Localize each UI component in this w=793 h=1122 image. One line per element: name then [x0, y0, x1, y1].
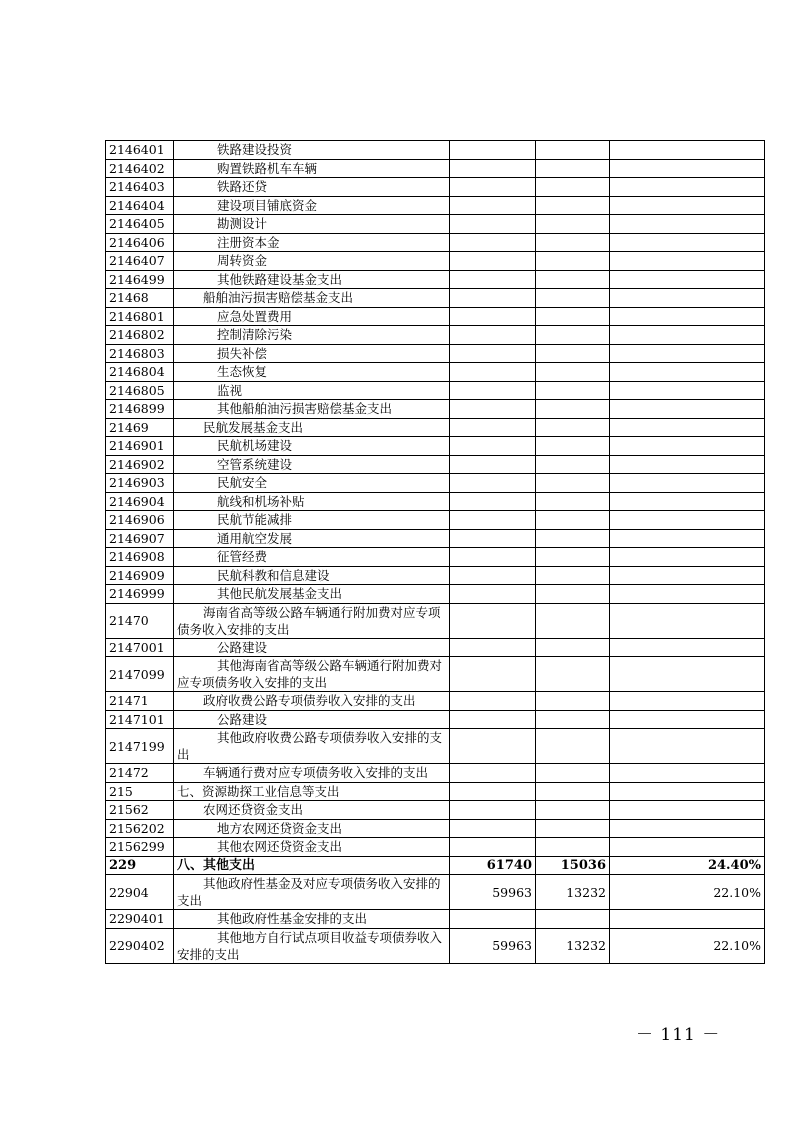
row-value-3	[610, 710, 765, 729]
row-value-2	[536, 474, 610, 493]
table-row	[106, 159, 765, 178]
table-row	[106, 838, 765, 857]
row-value-2	[536, 381, 610, 400]
row-name: 其他海南省高等级公路车辆通行附加费对应专项债务收入安排的支出	[174, 657, 450, 692]
row-value-3	[610, 400, 765, 419]
row-name: 勘测设计	[174, 215, 450, 234]
row-value-2: 13232	[536, 928, 610, 963]
row-code: 2146402	[106, 159, 174, 178]
row-value-1	[450, 437, 536, 456]
row-code: 2147101	[106, 710, 174, 729]
table-row	[106, 819, 765, 838]
row-name: 船舶油污损害赔偿基金支出	[174, 289, 450, 308]
table-row	[106, 233, 765, 252]
row-value-1	[450, 307, 536, 326]
budget-table-body	[106, 141, 765, 964]
row-value-3	[610, 603, 765, 638]
row-value-3	[610, 141, 765, 160]
row-value-1: 61740	[450, 856, 536, 875]
row-value-1	[450, 511, 536, 530]
row-value-3	[610, 326, 765, 345]
row-name: 公路建设	[174, 710, 450, 729]
row-value-3	[610, 511, 765, 530]
table-row	[106, 215, 765, 234]
row-value-3	[610, 585, 765, 604]
row-value-2: 13232	[536, 875, 610, 910]
row-code: 21470	[106, 603, 174, 638]
table-row	[106, 474, 765, 493]
table-row	[106, 326, 765, 345]
table-row	[106, 363, 765, 382]
row-code: 2146909	[106, 566, 174, 585]
row-value-1	[450, 159, 536, 178]
row-name: 征管经费	[174, 548, 450, 567]
row-code: 2147199	[106, 729, 174, 764]
row-value-1	[450, 638, 536, 657]
row-value-3	[610, 270, 765, 289]
row-value-2	[536, 692, 610, 711]
row-code: 215	[106, 782, 174, 801]
row-value-1	[450, 819, 536, 838]
table-row	[106, 928, 765, 963]
row-code: 2146907	[106, 529, 174, 548]
row-code: 21472	[106, 764, 174, 783]
table-row	[106, 692, 765, 711]
row-value-1	[450, 141, 536, 160]
row-value-3	[610, 178, 765, 197]
row-value-1	[450, 585, 536, 604]
row-value-3	[610, 801, 765, 820]
row-value-3	[610, 344, 765, 363]
row-name: 八、其他支出	[174, 856, 450, 875]
table-row	[106, 400, 765, 419]
row-name: 七、资源勘探工业信息等支出	[174, 782, 450, 801]
table-row	[106, 638, 765, 657]
row-value-3	[610, 638, 765, 657]
row-name: 其他政府性基金及对应专项债务收入安排的支出	[174, 875, 450, 910]
table-row	[106, 270, 765, 289]
table-row	[106, 455, 765, 474]
row-value-3	[610, 529, 765, 548]
row-value-2	[536, 270, 610, 289]
row-name: 其他农网还贷资金支出	[174, 838, 450, 857]
row-value-1	[450, 178, 536, 197]
row-code: 2290402	[106, 928, 174, 963]
row-name: 生态恢复	[174, 363, 450, 382]
row-value-2	[536, 326, 610, 345]
row-value-3	[610, 196, 765, 215]
row-code: 2146899	[106, 400, 174, 419]
row-value-3	[610, 381, 765, 400]
row-value-2	[536, 838, 610, 857]
row-name: 民航发展基金支出	[174, 418, 450, 437]
table-row	[106, 910, 765, 929]
row-value-3	[610, 474, 765, 493]
row-code: 2146803	[106, 344, 174, 363]
row-value-1	[450, 657, 536, 692]
row-name: 监视	[174, 381, 450, 400]
row-name: 海南省高等级公路车辆通行附加费对应专项债务收入安排的支出	[174, 603, 450, 638]
row-name: 通用航空发展	[174, 529, 450, 548]
row-value-3	[610, 729, 765, 764]
row-value-2	[536, 233, 610, 252]
row-value-2	[536, 289, 610, 308]
row-name: 农网还贷资金支出	[174, 801, 450, 820]
row-value-2	[536, 252, 610, 271]
table-row	[106, 729, 765, 764]
row-value-2	[536, 782, 610, 801]
row-code: 21562	[106, 801, 174, 820]
table-row	[106, 289, 765, 308]
row-code: 2146499	[106, 270, 174, 289]
row-code: 2146405	[106, 215, 174, 234]
row-value-1	[450, 233, 536, 252]
row-name: 民航安全	[174, 474, 450, 493]
row-code: 21468	[106, 289, 174, 308]
row-value-2	[536, 215, 610, 234]
table-row	[106, 603, 765, 638]
row-code: 2146908	[106, 548, 174, 567]
table-row	[106, 566, 765, 585]
row-code: 2146804	[106, 363, 174, 382]
row-code: 2146404	[106, 196, 174, 215]
table-row	[106, 344, 765, 363]
row-value-1: 59963	[450, 875, 536, 910]
row-value-3	[610, 363, 765, 382]
row-name: 其他地方自行试点项目收益专项债券收入安排的支出	[174, 928, 450, 963]
row-value-3	[610, 307, 765, 326]
row-value-3	[610, 657, 765, 692]
row-code: 2146999	[106, 585, 174, 604]
table-row	[106, 782, 765, 801]
row-code: 2156299	[106, 838, 174, 857]
row-value-1	[450, 270, 536, 289]
row-value-3	[610, 548, 765, 567]
row-name: 车辆通行费对应专项债务收入安排的支出	[174, 764, 450, 783]
row-name: 注册资本金	[174, 233, 450, 252]
row-code: 2290401	[106, 910, 174, 929]
row-value-1	[450, 801, 536, 820]
row-code: 2146407	[106, 252, 174, 271]
row-name: 铁路建设投资	[174, 141, 450, 160]
row-value-2	[536, 566, 610, 585]
row-code: 2146406	[106, 233, 174, 252]
row-value-3	[610, 159, 765, 178]
row-value-3: 24.40%	[610, 856, 765, 875]
row-code: 2146906	[106, 511, 174, 530]
row-value-1	[450, 289, 536, 308]
row-value-3	[610, 233, 765, 252]
row-name: 应急处置费用	[174, 307, 450, 326]
budget-table	[105, 140, 765, 964]
table-row	[106, 307, 765, 326]
row-code: 2147099	[106, 657, 174, 692]
row-value-2	[536, 418, 610, 437]
row-name: 民航科教和信息建设	[174, 566, 450, 585]
row-code: 2146403	[106, 178, 174, 197]
row-code: 2146902	[106, 455, 174, 474]
row-value-1	[450, 252, 536, 271]
table-row	[106, 178, 765, 197]
row-value-3: 22.10%	[610, 928, 765, 963]
row-name: 购置铁路机车车辆	[174, 159, 450, 178]
row-value-1	[450, 603, 536, 638]
table-row	[106, 529, 765, 548]
row-value-1	[450, 474, 536, 493]
row-name: 民航节能减排	[174, 511, 450, 530]
row-value-3	[610, 782, 765, 801]
row-value-1	[450, 838, 536, 857]
row-code: 2147001	[106, 638, 174, 657]
row-value-2	[536, 603, 610, 638]
row-value-2	[536, 400, 610, 419]
table-row	[106, 710, 765, 729]
row-value-1	[450, 910, 536, 929]
row-code: 229	[106, 856, 174, 875]
row-code: 2146903	[106, 474, 174, 493]
row-name: 周转资金	[174, 252, 450, 271]
row-value-2	[536, 437, 610, 456]
row-value-3	[610, 492, 765, 511]
row-value-1	[450, 381, 536, 400]
row-name: 建设项目铺底资金	[174, 196, 450, 215]
row-value-3	[610, 289, 765, 308]
row-code: 2146904	[106, 492, 174, 511]
table-row	[106, 657, 765, 692]
row-value-3: 22.10%	[610, 875, 765, 910]
row-value-3	[610, 455, 765, 474]
row-value-2	[536, 910, 610, 929]
row-value-1	[450, 566, 536, 585]
row-value-2	[536, 363, 610, 382]
row-value-1	[450, 729, 536, 764]
row-value-3	[610, 910, 765, 929]
row-value-1: 59963	[450, 928, 536, 963]
table-row	[106, 492, 765, 511]
row-value-3	[610, 252, 765, 271]
row-name: 其他政府性基金安排的支出	[174, 910, 450, 929]
row-value-2	[536, 710, 610, 729]
row-name: 地方农网还贷资金支出	[174, 819, 450, 838]
row-value-1	[450, 548, 536, 567]
row-name: 其他铁路建设基金支出	[174, 270, 450, 289]
table-row	[106, 418, 765, 437]
row-value-2	[536, 548, 610, 567]
row-value-2	[536, 196, 610, 215]
row-code: 2156202	[106, 819, 174, 838]
table-row	[106, 875, 765, 910]
row-value-2	[536, 492, 610, 511]
row-name: 民航机场建设	[174, 437, 450, 456]
row-code: 2146802	[106, 326, 174, 345]
row-value-2	[536, 657, 610, 692]
row-name: 铁路还贷	[174, 178, 450, 197]
row-value-1	[450, 692, 536, 711]
row-value-2	[536, 159, 610, 178]
row-code: 2146401	[106, 141, 174, 160]
row-name: 损失补偿	[174, 344, 450, 363]
row-value-1	[450, 529, 536, 548]
row-value-3	[610, 819, 765, 838]
row-value-2	[536, 511, 610, 530]
table-row	[106, 381, 765, 400]
row-value-3	[610, 838, 765, 857]
row-name: 控制清除污染	[174, 326, 450, 345]
table-row	[106, 548, 765, 567]
row-value-1	[450, 400, 536, 419]
row-value-1	[450, 492, 536, 511]
page-number: － 111 －	[636, 1025, 721, 1045]
table-row	[106, 437, 765, 456]
row-value-2: 15036	[536, 856, 610, 875]
row-value-1	[450, 363, 536, 382]
row-value-3	[610, 692, 765, 711]
row-value-1	[450, 418, 536, 437]
row-value-1	[450, 455, 536, 474]
row-code: 2146805	[106, 381, 174, 400]
row-code: 21471	[106, 692, 174, 711]
row-value-1	[450, 215, 536, 234]
row-value-2	[536, 764, 610, 783]
row-value-1	[450, 710, 536, 729]
row-value-2	[536, 801, 610, 820]
row-value-2	[536, 729, 610, 764]
row-value-1	[450, 764, 536, 783]
row-value-2	[536, 819, 610, 838]
table-row	[106, 856, 765, 875]
row-value-2	[536, 307, 610, 326]
row-name: 其他船舶油污损害赔偿基金支出	[174, 400, 450, 419]
table-row	[106, 252, 765, 271]
table-row	[106, 585, 765, 604]
row-value-3	[610, 437, 765, 456]
row-value-2	[536, 141, 610, 160]
row-name: 公路建设	[174, 638, 450, 657]
row-name: 其他政府收费公路专项债券收入安排的支出	[174, 729, 450, 764]
row-value-1	[450, 782, 536, 801]
row-value-2	[536, 638, 610, 657]
row-value-2	[536, 344, 610, 363]
row-value-2	[536, 585, 610, 604]
row-code: 21469	[106, 418, 174, 437]
table-row	[106, 801, 765, 820]
row-value-3	[610, 215, 765, 234]
row-value-3	[610, 566, 765, 585]
row-value-1	[450, 196, 536, 215]
row-value-2	[536, 178, 610, 197]
row-code: 2146901	[106, 437, 174, 456]
row-name: 空管系统建设	[174, 455, 450, 474]
row-value-2	[536, 455, 610, 474]
row-name: 其他民航发展基金支出	[174, 585, 450, 604]
row-code: 2146801	[106, 307, 174, 326]
table-row	[106, 196, 765, 215]
table-row	[106, 141, 765, 160]
row-value-3	[610, 418, 765, 437]
table-row	[106, 764, 765, 783]
row-code: 22904	[106, 875, 174, 910]
table-row	[106, 511, 765, 530]
row-value-2	[536, 529, 610, 548]
row-name: 航线和机场补贴	[174, 492, 450, 511]
row-value-1	[450, 326, 536, 345]
row-name: 政府收费公路专项债券收入安排的支出	[174, 692, 450, 711]
row-value-1	[450, 344, 536, 363]
row-value-3	[610, 764, 765, 783]
